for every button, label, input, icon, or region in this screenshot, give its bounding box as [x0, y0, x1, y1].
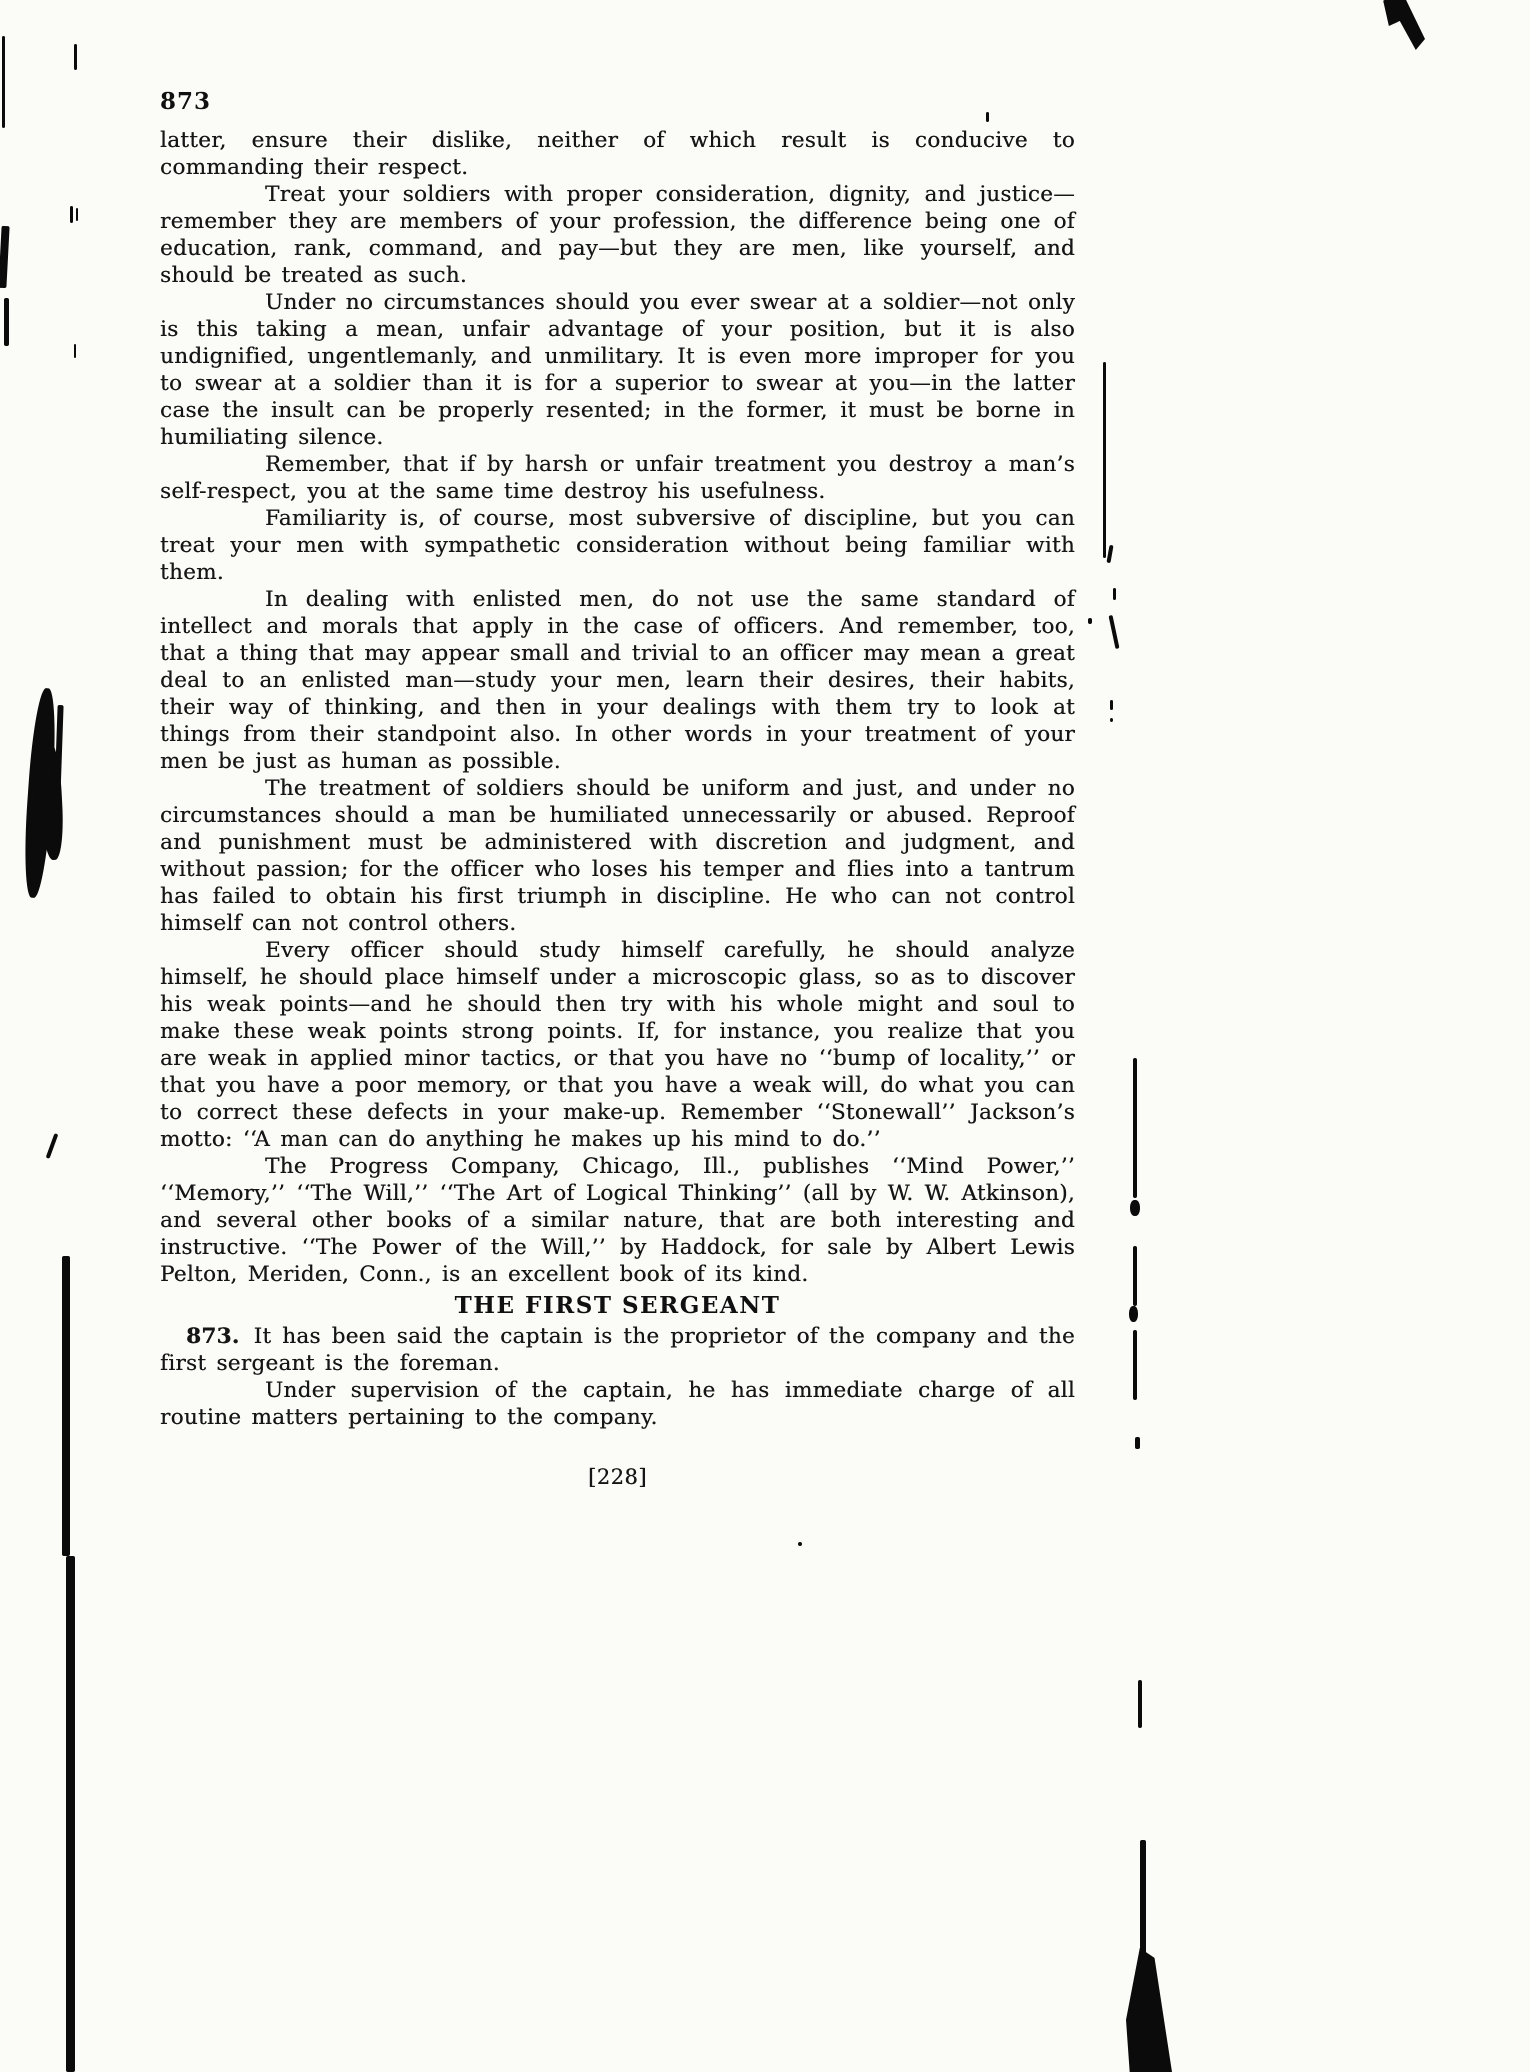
footer-page-number: [228]: [588, 1465, 647, 1489]
scan-artifact: [66, 1556, 75, 2072]
page-number: 873: [160, 88, 212, 115]
scan-artifact: [76, 208, 78, 221]
scan-artifact: [1110, 700, 1113, 710]
paragraph-3: Under no circumstances should you ever swear at a soldier—not only is this taking a mean, unfair advantage of your position, but it is also undignified, ungentlemanly, and unmilitary. It is even more improper for you to swear at a soldier than it is for a superior to swear at you—in the latter case the insult can be properly resented; in the former, it must be borne in humiliating silence.: [160, 290, 1075, 450]
scan-artifact: [4, 298, 9, 346]
section-heading: THE FIRST SERGEANT: [454, 1292, 781, 1319]
scan-artifact: [1088, 618, 1092, 624]
scan-artifact: [1135, 1437, 1140, 1449]
paragraph-9: The Progress Company, Chicago, Ill., publishes ‘‘Mind Power,’’ ‘‘Memory,’’ ‘‘The Will,’’ ‘‘The Art of Logical Thinking’’ (all by W. W. Atkinson), and several other books of a similar nature, that are both interesting and instructive. ‘‘The Power of the Will,’’ by Haddock, for sale by Albert Lewis Pelton, Meriden, Conn., is an excellent book of its kind.: [160, 1154, 1075, 1287]
scan-artifact: [46, 1133, 59, 1159]
closing-paragraph: Under supervision of the captain, he has immediate charge of all routine matters pertaining to the company.: [160, 1378, 1075, 1430]
scan-artifact: [62, 1256, 70, 1556]
paragraph-5: Familiarity is, of course, most subversive of discipline, but you can treat your men with sympathetic consideration without being familiar with them.: [160, 506, 1075, 585]
scan-artifact: [798, 1542, 802, 1546]
scan-artifact: [986, 112, 989, 122]
scan-artifact: [2, 36, 5, 128]
paragraph-2: Treat your soldiers with proper consideration, dignity, and justice—remember they are members of your profession, the difference being one of education, rank, command, and pay—but they are men, like yourself, and should be treated as such.: [160, 182, 1075, 288]
scan-artifact: [1130, 1200, 1140, 1216]
paragraph-6: In dealing with enlisted men, do not use the same standard of intellect and morals that apply in the case of officers. And remember, too, that a thing that may appear small and trivial to an officer may mean a great deal to an enlisted man—study your men, learn their desires, their habits, their way of thinking, and then in your dealings with them try to look at things from their standpoint also. In other words in your treatment of your men be just as human as possible.: [160, 587, 1075, 774]
scan-artifact: [1140, 1840, 1146, 1956]
paragraph-4: Remember, that if by harsh or unfair treatment you destroy a man’s self-respect, you at the same time destroy his usefulness.: [160, 452, 1075, 504]
scan-artifact: [1113, 588, 1116, 600]
scan-artifact: [1110, 718, 1113, 722]
scan-artifact: [1133, 1246, 1137, 1306]
scan-artifact: [1133, 1330, 1137, 1400]
scan-artifact: [1383, 0, 1425, 50]
scan-artifact: [70, 206, 73, 223]
paragraph-7: The treatment of soldiers should be uniform and just, and under no circumstances should a man be humiliated unnecessarily or abused. Reproof and punishment must be administered with discretion and judgment, and without passion; for the officer who loses his temper and flies into a tantrum has failed to obtain his first triumph in discipline. He who can not control himself can not control others.: [160, 776, 1075, 936]
scan-artifact: [1106, 545, 1113, 563]
scan-artifact: [1103, 362, 1106, 558]
scan-artifact: [1138, 1680, 1142, 1728]
numbered-paragraph-text: It has been said the captain is the proprietor of the company and the first sergeant is the foreman.: [160, 1324, 1075, 1376]
paragraph-8: Every officer should study himself carefully, he should analyze himself, he should place himself under a microscopic glass, so as to discover his weak points—and he should then try with his whole might and soul to make these weak points strong points. If, for instance, you realize that you are weak in applied minor tactics, or that you have no ‘‘bump of locality,’’ or that you have a poor memory, or that you have a weak will, do what you can to correct these defects in your make-up. Remember ‘‘Stonewall’’ Jackson’s motto: ‘‘A man can do anything he makes up his mind to do.’’: [160, 938, 1075, 1152]
paragraph-number: 873.: [186, 1324, 240, 1349]
scan-artifact: [74, 44, 77, 70]
scan-artifact: [1126, 1948, 1172, 2072]
scan-artifact: [0, 226, 10, 288]
scan-artifact: [74, 344, 76, 358]
scan-artifact: [1133, 1058, 1137, 1198]
numbered-paragraph: [160, 1323, 1075, 1377]
paragraph-1: latter, ensure their dislike, neither of which result is conducive to commanding their respect.: [160, 128, 1075, 180]
text-block: [160, 88, 1075, 1489]
scan-artifact: [1129, 1306, 1138, 1322]
scan-artifact: [1109, 615, 1120, 649]
